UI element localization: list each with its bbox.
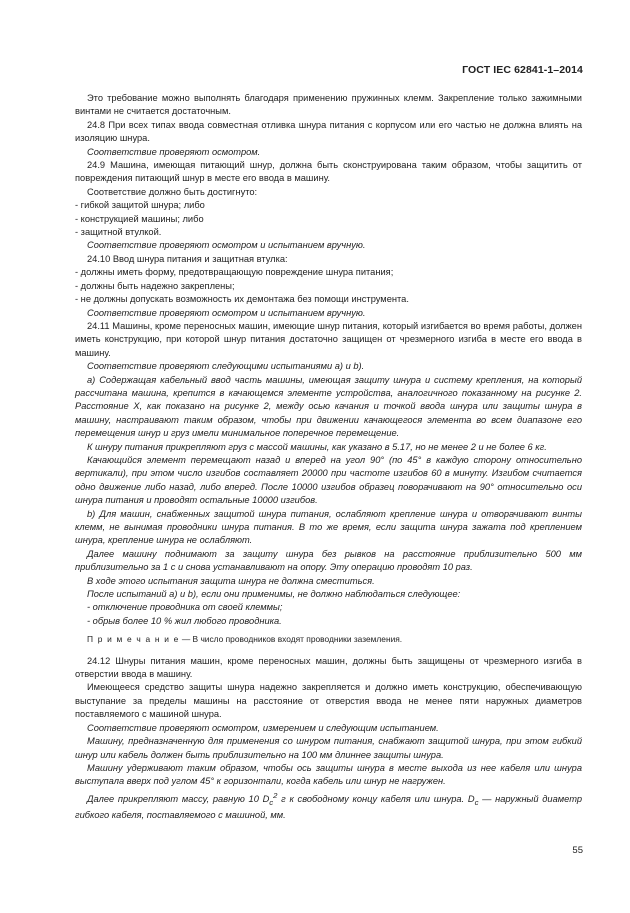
paragraph: Качающийся элемент перемещают назад и вперед на угол 90° (по 45° в каждую сторону относительно вертикали), при этом число изгибов составляет 20000 при частоте изгибов 60 в минуту. Изгибом считается одно движение либо назад, либо вперед. После 10000 изгибов образец поворачивают на 90° относительно оси шнура питания и проводят остальные 10000 изгибов. — [75, 454, 582, 506]
subscript: c — [269, 797, 274, 807]
paragraph: Машину удерживают таким образом, чтобы ось защиты шнура в месте выхода из нее кабеля или шнура выступала вверх под углом 45° к горизонтали, когда кабель или шнур не нагружен. — [75, 762, 582, 787]
test-a: a) Содержащая кабельный ввод часть машины, имеющая защиту шнура и систему крепления, на который рассчитана машина, крепится в качающемся элементе устройства, аналогичного показанному на рисунке 2. Расстояние X, как показано на рисунке 2, между осью качания и точкой ввода шнура или защиты шнура в машину, настраивают таким образом, чтобы при движении качающегося элемента во всем диапазоне его перемещения шнур и груз имели минимальное поперечное перемещение. — [75, 374, 582, 439]
clause-24-12: 24.12 Шнуры питания машин, кроме переносных машин, должны быть защищены от чрезмерного изгиба в отверстии ввода в машину. — [75, 655, 582, 680]
text-run: — наружный диаметр гибкого кабеля, поставляемого с машиной, мм. — [75, 793, 582, 821]
symbol: D — [262, 793, 270, 804]
list-item: - конструкцией машины; либо — [75, 213, 204, 224]
paragraph: В ходе этого испытания защита шнура не должна сместиться. — [87, 575, 375, 586]
compliance-line: Соответствие проверяют осмотром и испытанием вручную. — [87, 240, 366, 251]
page-number: 55 — [572, 845, 583, 856]
compliance-line: Соответствие проверяют осмотром. — [87, 146, 261, 157]
compliance-line: Соответствие проверяют осмотром, измерением и следующим испытанием. — [87, 722, 439, 733]
list-item: - защитной втулкой. — [75, 227, 162, 238]
paragraph: Имеющееся средство защиты шнура надежно закрепляется и должно иметь конструкцию, обеспечивающую выступание за пределы машины на расстояние от отверстия ввода не менее пяти наружных диаметров поставляемого с машиной шнура. — [75, 682, 582, 720]
list-item: - не должны допускать возможность их демонтажа без помощи инструмента. — [75, 294, 409, 305]
clause-24-11: 24.11 Машины, кроме переносных машин, имеющие шнур питания, который изгибается во время работы, должен иметь конструкцию, при которой шнур питания достаточно защищен от чрезмерного изгиба в месте его ввода в машину. — [75, 320, 582, 358]
list-item: - гибкой защитой шнура; либо — [75, 200, 205, 211]
list-item: - должны иметь форму, предотвращающую повреждение шнура питания; — [75, 267, 394, 278]
text-run: г к свободному концу кабеля или шнура. — [277, 793, 468, 804]
clause-24-9: 24.9 Машина, имеющая питающий шнур, должна быть сконструирована таким образом, чтобы защитить от повреждения питающий шнур в месте его ввода в машину. — [75, 160, 582, 184]
note-label: П р и м е ч а н и е — [87, 634, 180, 645]
paragraph: Соответствие должно быть достигнуто: — [87, 186, 258, 197]
note-text: — В число проводников входят проводники заземления. — [181, 634, 403, 645]
list-item: - должны быть надежно закреплены; — [75, 280, 235, 291]
compliance-line: Соответствие проверяют осмотром и испытанием вручную. — [87, 307, 366, 318]
superscript: 2 — [273, 790, 278, 800]
clause-24-10: 24.10 Ввод шнура питания и защитная втулка: — [87, 253, 288, 264]
page-body — [75, 92, 582, 822]
text-run: Далее прикрепляют массу, равную 10 — [87, 793, 263, 804]
list-item: - отключение проводника от своей клеммы; — [87, 602, 283, 613]
clause-24-8: 24.8 При всех типах ввода совместная отливка шнура питания с корпусом или его частью не должна влиять на изоляцию шнура. — [75, 119, 582, 144]
mass-formula-paragraph — [75, 789, 582, 823]
subscript: c — [474, 797, 479, 807]
paragraph: Это требование можно выполнять благодаря применению пружинных клемм. Закрепление только зажимными винтами не считается достаточным. — [75, 93, 582, 117]
list-item: - обрыв более 10 % жил любого проводника. — [87, 615, 282, 626]
paragraph: Машину, предназначенную для применения со шнуром питания, снабжают защитой шнура, при этом гибкий шнур или кабель должен быть приблизительно на 100 мм длиннее защиты шнура. — [75, 736, 582, 760]
test-b: b) Для машин, снабженных защитой шнура питания, ослабляют крепление шнура и отворачивают винты клемм, не вынимая проводники шнура питания. В то же время, если защита шнура зажата под креплением шнура, крепление шнура не ослабляют. — [75, 508, 582, 546]
paragraph: Далее машину поднимают за защиту шнура без рывков на расстояние приблизительно 500 мм приблизительно за 1 с и снова устанавливают на опору. Эту операцию проводят 10 раз. — [75, 548, 582, 573]
compliance-line: Соответствие проверяют следующими испытаниями a) и b). — [87, 361, 365, 372]
paragraph: После испытаний a) и b), если они применимы, не должно наблюдаться следующее: — [87, 589, 461, 600]
note — [87, 633, 582, 646]
standard-header: ГОСТ IEC 62841-1–2014 — [462, 64, 583, 76]
paragraph: К шнуру питания прикрепляют груз с массой машины, как указано в 5.17, но не менее 2 и не более 6 кг. — [87, 441, 547, 452]
symbol: D — [467, 793, 475, 804]
